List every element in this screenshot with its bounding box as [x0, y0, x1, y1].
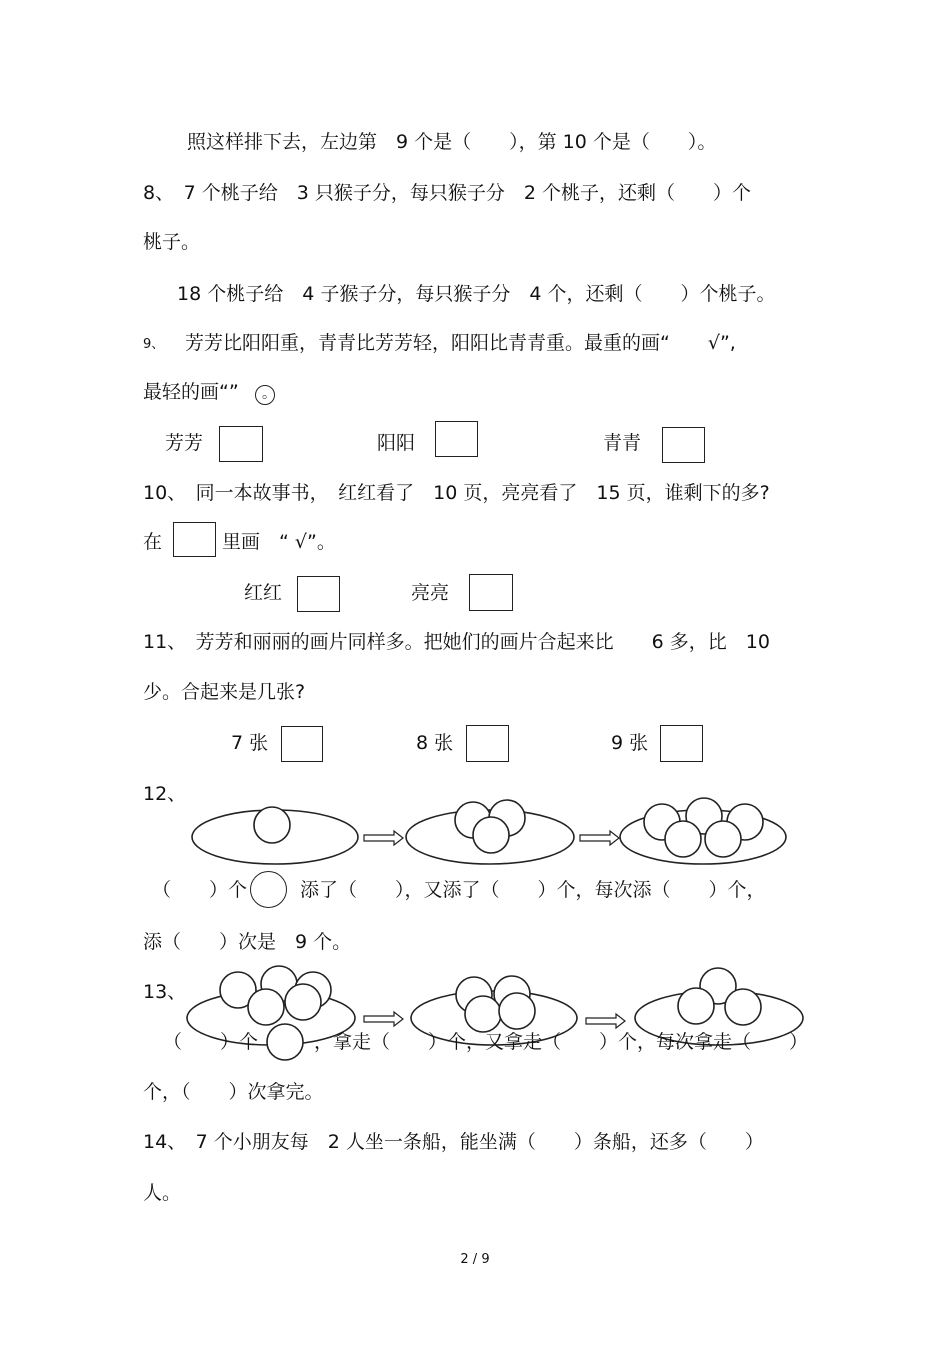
option-label-9: 9 张: [611, 732, 649, 754]
question-14-line-2: 人。: [143, 1182, 182, 1204]
question-11-line-1: 11、 芳芳和丽丽的画片同样多。把她们的画片合起来比 6 多，比 10: [143, 631, 770, 653]
question-10-prefix: 在: [143, 531, 163, 553]
question-10-suffix: 里画 “ √”。: [222, 531, 336, 553]
ball: [285, 984, 321, 1020]
question-9-line-2-end: 。: [262, 386, 276, 402]
ball: [254, 807, 290, 843]
ball: [473, 817, 509, 853]
option-label-liangliang: 亮亮: [411, 582, 450, 604]
option-label-honghong: 红红: [244, 582, 283, 604]
ball: [678, 988, 714, 1024]
ball: [248, 989, 284, 1025]
ball: [465, 996, 501, 1032]
page-number: 2 / 9: [460, 1252, 490, 1267]
question-13-line-2: 个，（ ）次拿完。: [143, 1081, 324, 1103]
question-8-line-3: 18 个桃子给 4 子猴子分，每只猴子分 4 个，还剩（ ）个桃子。: [177, 283, 776, 305]
question-12-line-1: 添了（ ），又添了（ ）个，每次添（ ）个，: [300, 879, 766, 901]
option-label-yangyang: 阳阳: [377, 432, 416, 454]
option-label-8: 8 张: [416, 732, 454, 754]
question-10-line-1: 10、 同一本故事书， 红红看了 10 页，亮亮看了 15 页，谁剩下的多?: [143, 482, 770, 504]
ball: [499, 993, 535, 1029]
option-label-fangfang: 芳芳: [165, 432, 204, 454]
question-11-line-2: 少。合起来是几张?: [143, 681, 306, 703]
question-13-blank-count: （ ）个: [163, 1031, 259, 1053]
question-9-line-1: 芳芳比阳阳重，青青比芳芳轻，阳阳比青青重。最重的画“ √”,: [185, 332, 736, 354]
sequence-question-line: 照这样排下去，左边第 9 个是（ ），第 10 个是（ ）。: [187, 131, 717, 153]
question-12-number: 12、: [143, 783, 187, 805]
arrow-icon: [364, 1012, 403, 1026]
arrow-icon: [586, 1014, 625, 1028]
option-label-7: 7 张: [231, 732, 269, 754]
question-14-line-1: 14、 7 个小朋友每 2 人坐一条船，能坐满（ ）条船，还多（ ）: [143, 1131, 764, 1153]
question-12-line-2: 添（ ）次是 9 个。: [143, 931, 352, 953]
ball-icon: [250, 871, 287, 908]
question-9-number: 9、: [143, 337, 165, 352]
ball: [665, 821, 701, 857]
ball: [705, 821, 741, 857]
arrow-icon: [364, 831, 403, 845]
option-label-qingqing: 青青: [603, 432, 642, 454]
question-8-line-1: 8、 7 个桃子给 3 只猴子分，每只猴子分 2 个桃子，还剩（ ）个: [143, 182, 751, 204]
ball: [725, 989, 761, 1025]
question-9-line-2: 最轻的画“”: [143, 381, 239, 403]
question-13-line-1: ，拿走（ ）个，又拿走（ ）个，每次拿走（ ）: [314, 1031, 809, 1053]
question-13-number: 13、: [143, 981, 187, 1003]
arrow-icon: [580, 831, 619, 845]
ball: [267, 1024, 303, 1060]
question-12-blank-count: （ ）个: [152, 879, 248, 901]
question-8-line-2: 桃子。: [143, 231, 201, 253]
